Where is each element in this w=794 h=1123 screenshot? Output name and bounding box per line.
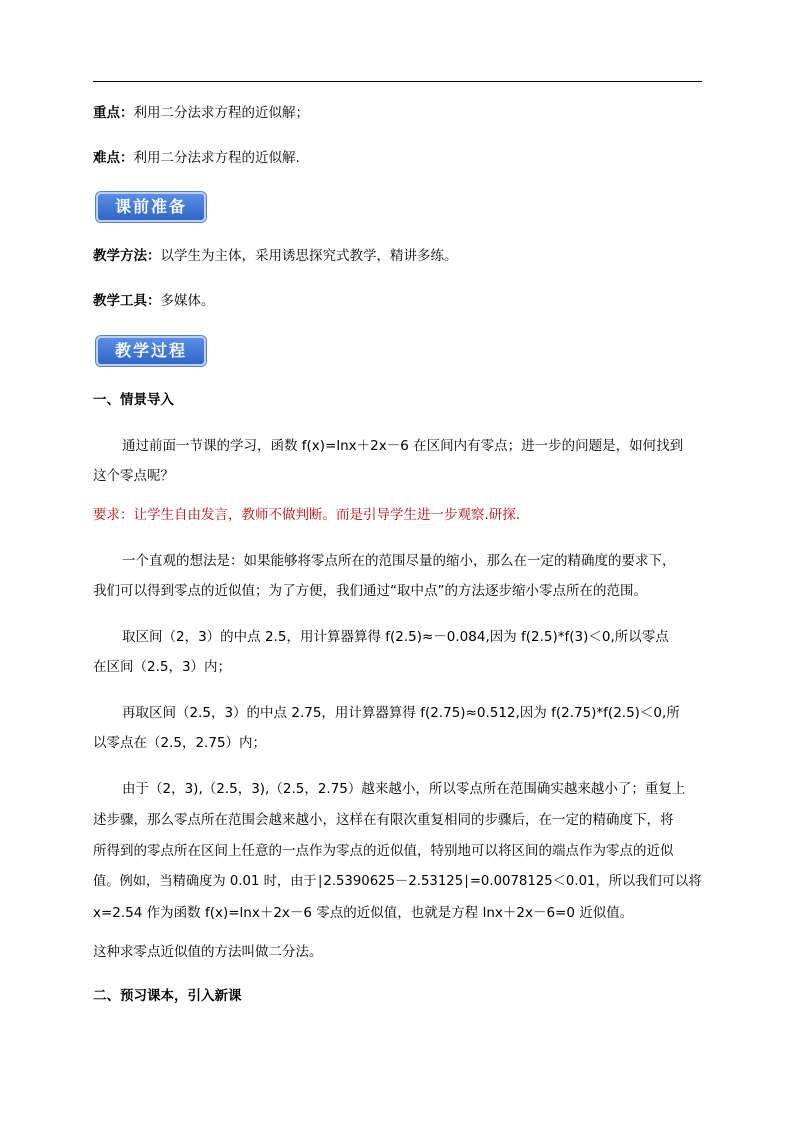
key-point-text: 利用二分法求方程的近似解； (133, 105, 309, 121)
para2-line1: 一个直观的想法是：如果能够将零点所在的范围尽量的缩小，那么在一定的精确度的要求下， (122, 553, 676, 569)
method-text: 以学生为主体，采用诱思探究式教学，精讲多练。 (160, 248, 458, 264)
para5-line4: 值。例如，当精确度为 0.01 时，由于∣2.5390625－2.53125∣=0.0078125＜0.01，所以我们可以将 (93, 874, 702, 889)
key-point-label: 重点： (93, 105, 134, 121)
para2-line2: 我们可以得到零点的近似值；为了方便，我们通过“取中点”的方法逐步缩小零点所在的范围。 (93, 583, 647, 599)
para3-line2: 在区间（2.5，3）内； (93, 659, 232, 675)
teaching-tools (93, 291, 215, 311)
para3-line1: 取区间（2，3）的中点 2.5，用计算器算得 f(2.5)≈－0.084,因为 f(2.5)*f(3)＜0,所以零点 (122, 629, 669, 645)
difficulty-label: 难点： (93, 150, 134, 166)
para6: 这种求零点近似值的方法叫做二分法。 (93, 944, 323, 960)
method-label: 教学方法： (93, 248, 161, 264)
para5-line1: 由于（2，3),（2.5，3),（2.5，2.75）越来越小，所以零点所在范围确实越来越小了；重复上 (122, 781, 686, 797)
difficulty-text: 利用二分法求方程的近似解. (133, 150, 300, 166)
key-point (93, 103, 309, 123)
requirement-note: 要求：让学生自由发言，教师不做判断。而是引导学生进一步观察.研探. (93, 507, 521, 523)
para5-line2: 述步骤，那么零点所在范围会越来越小，这样在有限次重复相同的步骤后，在一定的精确度下，将 (93, 812, 674, 828)
para4-line2: 以零点在（2.5，2.75）内； (93, 735, 267, 751)
section-heading-1: 一、情景导入 (93, 392, 174, 408)
para5-line3: 所得到的零点所在区间上任意的一点作为零点的近似值，特别地可以将区间的端点作为零点的近似 (93, 843, 674, 859)
tools-label: 教学工具： (93, 293, 161, 309)
badge-process: 教学过程 (96, 336, 206, 366)
difficulty (93, 148, 300, 168)
para4-line1: 再取区间（2.5，3）的中点 2.75，用计算器算得 f(2.75)≈0.512,因为 f(2.75)*f(2.5)＜0,所 (122, 705, 680, 721)
tools-text: 多媒体。 (160, 293, 215, 309)
badge-prep: 课前准备 (96, 192, 206, 222)
para5-line5: x=2.54 作为函数 f(x)=lnx＋2x－6 零点的近似值，也就是方程 lnx＋2x－6=0 近似值。 (93, 905, 634, 921)
teaching-method (93, 246, 458, 266)
section-heading-2: 二、预习课本，引入新课 (93, 988, 242, 1004)
header-rule (93, 81, 702, 82)
para1-line2: 这个零点呢？ (93, 468, 174, 484)
para1-line1: 通过前面一节课的学习，函数 f(x)=lnx＋2x－6 在区间内有零点；进一步的问题是，如何找到 (122, 438, 684, 454)
